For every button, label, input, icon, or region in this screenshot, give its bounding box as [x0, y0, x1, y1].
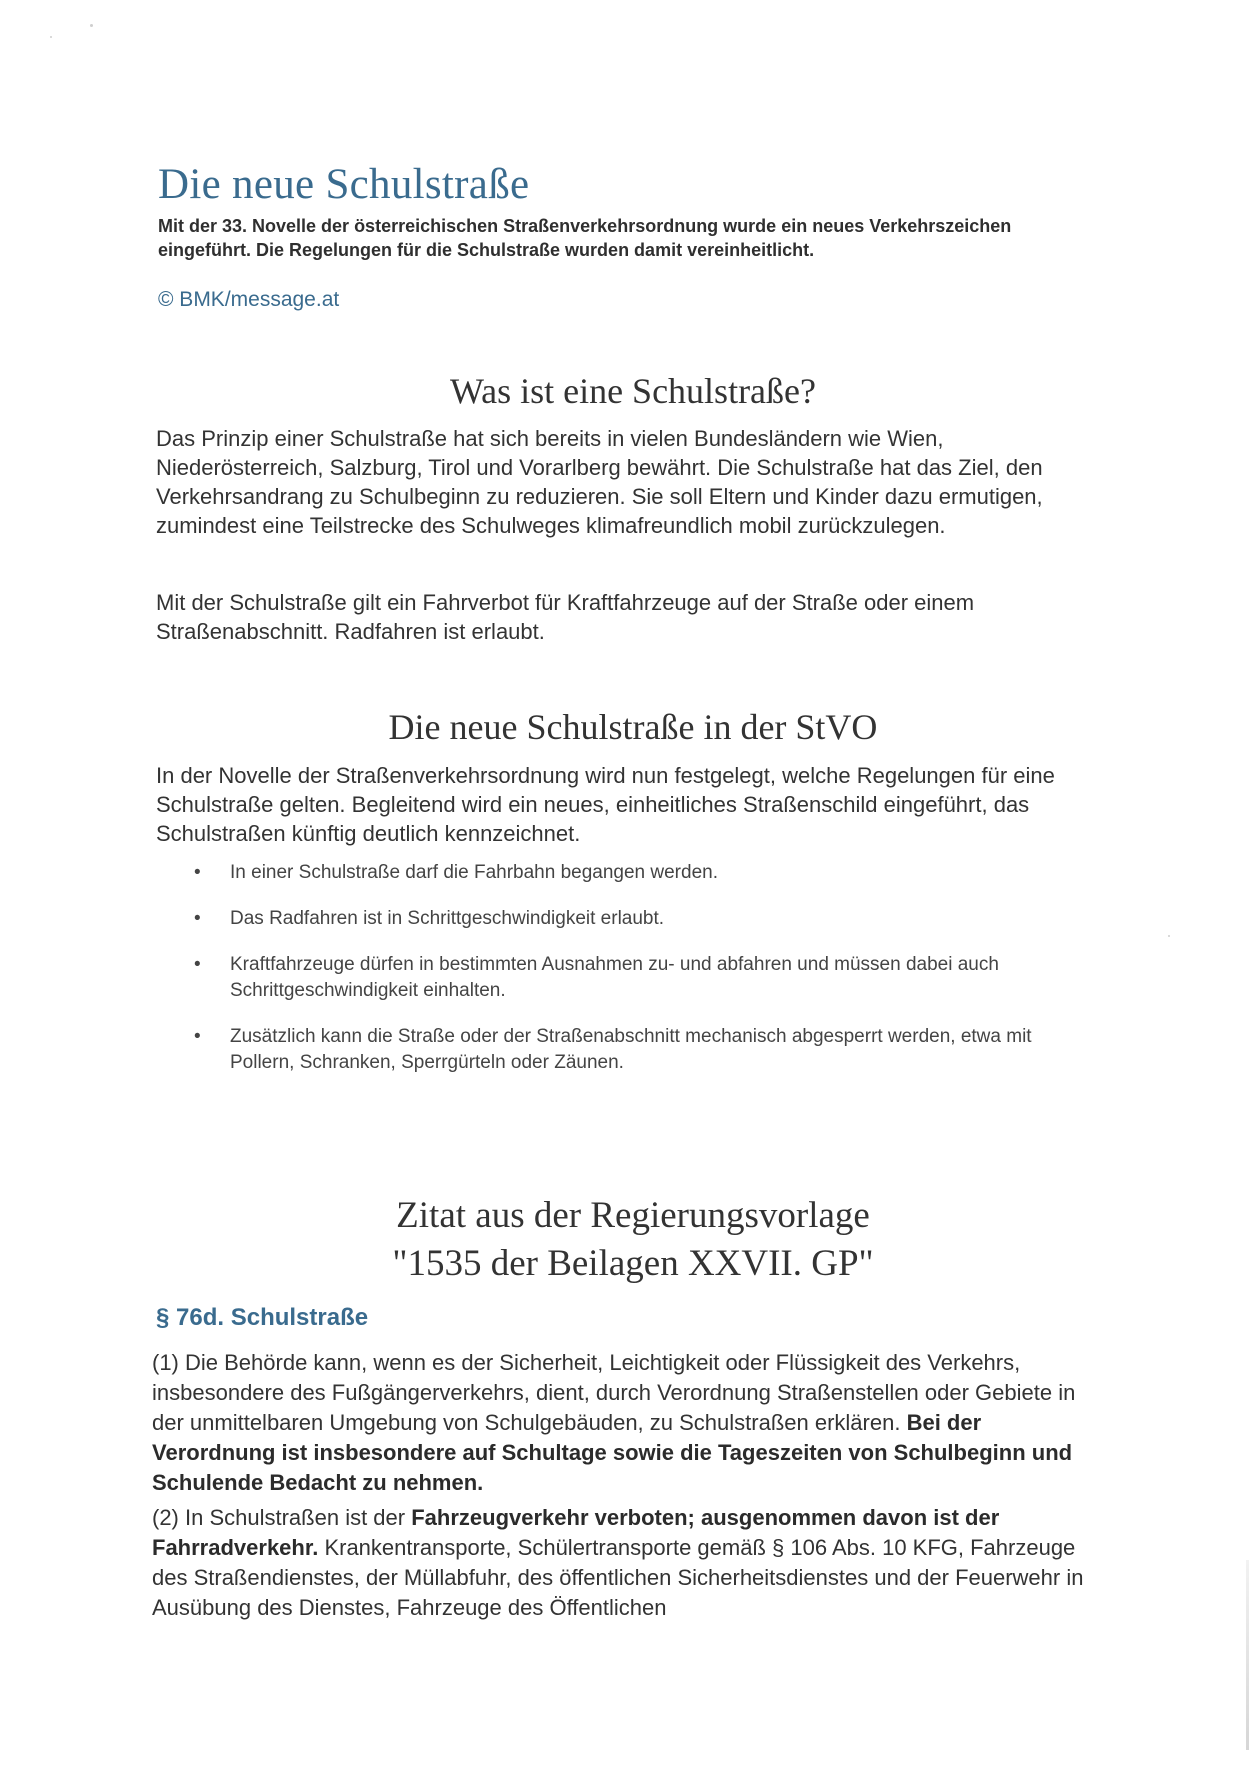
section1-paragraph-1: Das Prinzip einer Schulstraße hat sich bereits in vielen Bundesländern wie Wien, Niederösterreich, Salzburg, Tirol und Vorarlberg bewährt. Die Schulstraße hat das Ziel, den Verkehrsandrang zu Schulbeginn zu reduzieren. Sie soll Eltern und Kinder dazu ermutigen, zumindest eine Teilstrecke des Schulweges klimafreundlich mobil zurückzulegen.	[156, 426, 1043, 538]
bullet-icon: •	[194, 954, 201, 975]
image-credit: © BMK/message.at	[158, 288, 340, 311]
list-item	[190, 952, 1090, 1004]
section-heading-was-ist: Was ist eine Schulstraße?	[450, 371, 816, 411]
page-title: Die neue Schulstraße	[158, 161, 530, 208]
quote-heading-line-1: Zitat aus der Regierungsvorlage	[396, 1195, 870, 1236]
scan-speck	[50, 36, 52, 38]
quote-heading-line-2: "1535 der Beilagen XXVII. GP"	[392, 1243, 874, 1284]
scan-speck	[1168, 935, 1170, 937]
list-item-text: Kraftfahrzeuge dürfen in bestimmten Ausnahmen zu- und abfahren und müssen dabei auch Schrittgeschwindigkeit einhalten.	[230, 954, 999, 1001]
list-item-text: In einer Schulstraße darf die Fahrbahn begangen werden.	[230, 862, 718, 883]
quote-heading	[158, 1192, 1108, 1288]
list-item	[190, 860, 1090, 886]
law-paragraph-2	[152, 1503, 1102, 1623]
list-item-text: Zusätzlich kann die Straße oder der Straßenabschnitt mechanisch abgesperrt werden, etwa mit Pollern, Schranken, Sperrgürteln oder Zäunen.	[230, 1026, 1032, 1073]
law-paragraph-1-emphasis: Bei der Verordnung ist insbesondere auf Schultage sowie die Tageszeiten von Schulbeginn und Schulende Bedacht zu nehmen.	[152, 1410, 1073, 1495]
scan-speck	[90, 24, 93, 27]
section-heading-stvo: Die neue Schulstraße in der StVO	[388, 707, 878, 747]
law-paragraph-1	[152, 1348, 1102, 1498]
list-item	[190, 1024, 1090, 1076]
scan-edge-shadow	[1246, 1560, 1249, 1750]
bullet-icon: •	[194, 862, 201, 883]
lead-paragraph: Mit der 33. Novelle der österreichischen Straßenverkehrsordnung wurde ein neues Verkehrszeichen eingeführt. Die Regelungen für die Schulstraße wurden damit vereinheitlicht.	[158, 216, 1012, 260]
bullet-icon: •	[194, 1026, 201, 1047]
law-paragraph-2-emphasis: Fahrzeugverkehr verboten; ausgenommen davon ist der Fahrradverkehr.	[152, 1505, 1000, 1560]
section2-intro: In der Novelle der Straßenverkehrsordnung wird nun festgelegt, welche Regelungen für eine Schulstraße gelten. Begleitend wird ein neues, einheitliches Straßenschild eingeführt, das Schulstraßen künftig deutlich kennzeichnet.	[156, 763, 1055, 846]
law-paragraph-1-text: (1) Die Behörde kann, wenn es der Sicherheit, Leichtigkeit oder Flüssigkeit des Verkehrs, insbesondere des Fußgängerverkehrs, dient, durch Verordnung Straßenstellen oder Gebiete in der unmittelbaren Umgebung von Schulgebäuden, zu Schulstraßen erklären.	[152, 1350, 1076, 1435]
list-item	[190, 906, 1090, 932]
law-paragraph-2-text-b: Krankentransporte, Schülertransporte gemäß § 106 Abs. 10 KFG, Fahrzeuge des Straßendienstes, der Müllabfuhr, des öffentlichen Sicherheitsdienstes und der Feuerwehr in Ausübung des Dienstes, Fahrzeuge des Öffentlichen	[152, 1535, 1084, 1620]
paragraph-76d-heading: § 76d. Schulstraße	[156, 1304, 369, 1331]
list-item-text: Das Radfahren ist in Schrittgeschwindigkeit erlaubt.	[230, 908, 665, 929]
law-paragraph-2-text-a: (2) In Schulstraßen ist der	[152, 1505, 406, 1530]
bullet-icon: •	[194, 908, 201, 929]
regulation-list	[190, 860, 1090, 1096]
section1-paragraph-2: Mit der Schulstraße gilt ein Fahrverbot für Kraftfahrzeuge auf der Straße oder einem Straßenabschnitt. Radfahren ist erlaubt.	[156, 590, 975, 644]
